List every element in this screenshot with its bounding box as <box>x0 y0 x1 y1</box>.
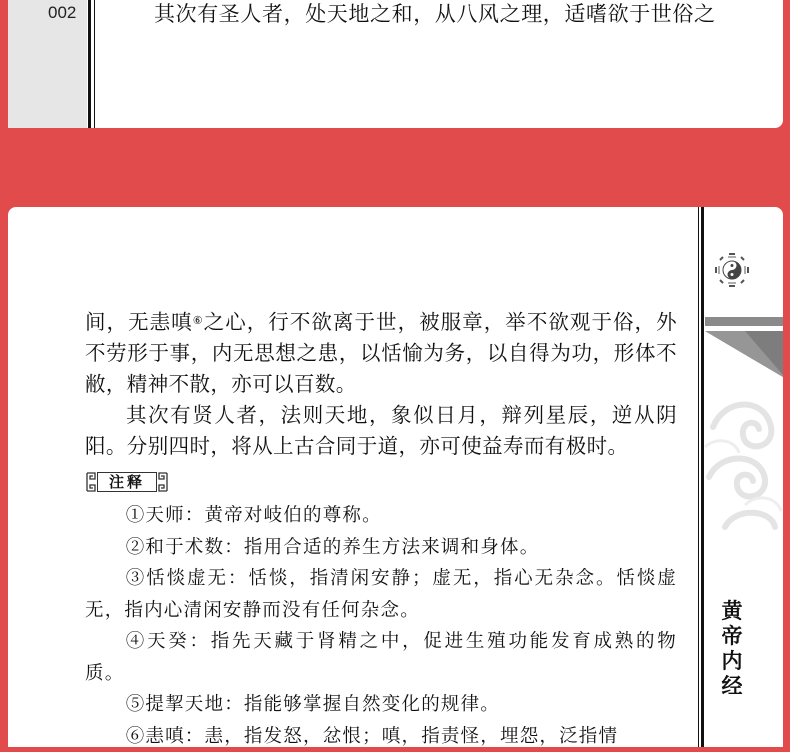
auspicious-cloud-icon <box>705 387 783 537</box>
page-number: 002 <box>48 3 76 23</box>
previous-page-text-line: 其次有圣人者，处天地之和，从八风之理，适嗜欲于世俗之 <box>154 0 716 28</box>
notes-list <box>85 500 677 752</box>
note-item: ①天师：黄帝对岐伯的尊称。 <box>85 500 677 532</box>
notes-heading-label: 注释 <box>97 472 157 492</box>
bagua-taiji-icon <box>714 252 750 288</box>
book-page <box>8 207 783 747</box>
footnote-marker: ⑥ <box>193 314 204 327</box>
margin-rule-thick <box>88 0 91 128</box>
note-item: ③恬惔虚无：恬惔，指清闲安静；虚无，指心无杂念。恬惔虚无，指内心清闲安静而没有任何杂念。 <box>85 563 677 626</box>
book-title-char: 帝 <box>716 624 748 649</box>
side-rule-thick <box>701 207 704 747</box>
side-rule-thin <box>698 207 699 747</box>
paragraph-1-start: 间，无恚嗔 <box>85 310 193 334</box>
side-band-wedge <box>705 331 783 377</box>
paragraph-1 <box>85 307 677 400</box>
previous-page-fragment <box>8 0 783 128</box>
main-text <box>85 307 677 462</box>
note-item: ⑤提挈天地：指能够掌握自然变化的规律。 <box>85 689 677 721</box>
paragraph-1-rest: 之心，行不欲离于世，被服章，举不欲观于俗，外不劳形于事，内无思想之患，以恬愉为务，以自得为功，形体不敝，精神不散，亦可以百数。 <box>85 310 677 396</box>
note-item: ②和于术数：指用合适的养生方法来调和身体。 <box>85 532 677 564</box>
note-item: ⑥恚嗔：恚，指发怒，忿恨；嗔，指责怪，埋怨，泛指情 <box>85 721 677 752</box>
book-title-char: 内 <box>716 649 748 674</box>
book-title-char: 黄 <box>716 599 748 624</box>
side-band-gray <box>705 317 783 326</box>
notes-heading <box>85 469 169 495</box>
book-title-vertical <box>716 599 748 699</box>
paragraph-2: 其次有贤人者，法则天地，象似日月，辩列星辰，逆从阴阳。分别四时，将从上古合同于道，亦可使益寿而有极时。 <box>85 400 677 462</box>
margin-rule-thin <box>94 0 95 128</box>
note-item: ④天癸：指先天藏于肾精之中，促进生殖功能发育成熟的物质。 <box>85 626 677 689</box>
book-title-char: 经 <box>716 674 748 699</box>
